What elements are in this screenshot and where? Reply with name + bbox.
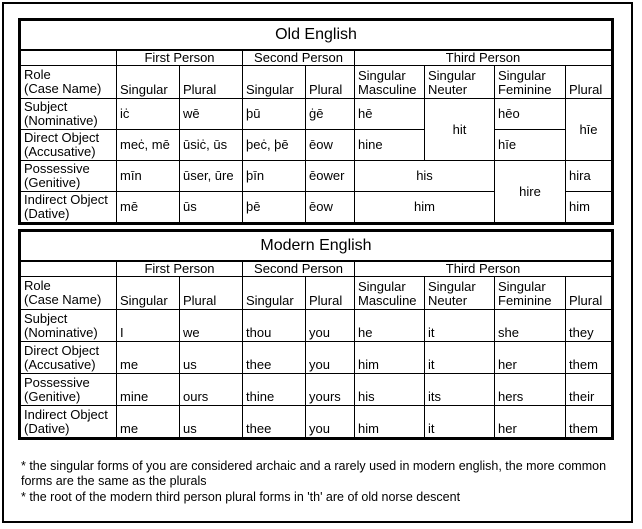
cell: its <box>425 374 495 406</box>
cell: you <box>306 342 355 374</box>
modern-english-table <box>18 229 614 440</box>
cell: thine <box>243 374 306 406</box>
cell: they <box>566 310 613 342</box>
cell: we <box>180 310 243 342</box>
cell: ēower <box>306 161 355 192</box>
group-first-person: First Person <box>117 261 243 277</box>
col-plural: Plural <box>566 66 613 99</box>
cell: it <box>425 310 495 342</box>
group-first-person: First Person <box>117 50 243 66</box>
cell: thee <box>243 406 306 439</box>
col-singular: Singular <box>243 277 306 310</box>
footnote: * the singular forms of you are considered archaic and a rarely used in modern english, the more common forms are the same as the plurals <box>21 459 607 488</box>
cell: þū <box>243 99 306 130</box>
cell-merged-hire: hire <box>495 161 566 224</box>
cell: thou <box>243 310 306 342</box>
cell: mine <box>117 374 180 406</box>
cell: thee <box>243 342 306 374</box>
col-plural: Plural <box>180 66 243 99</box>
case-label: Subject (Nominative) <box>20 99 117 130</box>
role-label: Role (Case Name) <box>20 66 117 99</box>
cell: wē <box>180 99 243 130</box>
modern-english-title: Modern English <box>20 231 613 262</box>
cell-merged-hit: hit <box>425 99 495 161</box>
cell: þeċ, þē <box>243 130 306 161</box>
cell: her <box>495 342 566 374</box>
cell: hīe <box>495 130 566 161</box>
case-label: Direct Object (Accusative) <box>20 130 117 161</box>
cell: it <box>425 406 495 439</box>
footnote: * the root of the modern third person plural forms in 'th' are of old norse descent <box>21 490 461 504</box>
cell-merged-him: him <box>355 192 495 224</box>
old-english-table <box>18 18 614 225</box>
footnotes <box>21 459 621 506</box>
cell: us <box>180 342 243 374</box>
cell: hira <box>566 161 613 192</box>
case-label: Indirect Object (Dative) <box>20 192 117 224</box>
cell: ġē <box>306 99 355 130</box>
cell: hēo <box>495 99 566 130</box>
cell: hine <box>355 130 425 161</box>
cell: him <box>355 342 425 374</box>
case-label: Possessive (Genitive) <box>20 161 117 192</box>
role-label: Role (Case Name) <box>20 277 117 310</box>
col-singular-neuter: Singular Neuter <box>425 66 495 99</box>
cell: him <box>355 406 425 439</box>
col-plural: Plural <box>180 277 243 310</box>
case-label: Possessive (Genitive) <box>20 374 117 406</box>
cell: hers <box>495 374 566 406</box>
cell: ēow <box>306 130 355 161</box>
col-plural: Plural <box>306 66 355 99</box>
cell: ūser, ūre <box>180 161 243 192</box>
empty-corner <box>20 261 117 277</box>
group-second-person: Second Person <box>243 50 355 66</box>
cell: me <box>117 406 180 439</box>
col-singular: Singular <box>243 66 306 99</box>
cell: them <box>566 406 613 439</box>
col-plural: Plural <box>566 277 613 310</box>
cell: þē <box>243 192 306 224</box>
cell: meċ, mē <box>117 130 180 161</box>
col-singular-feminine: Singular Feminine <box>495 277 566 310</box>
cell: he <box>355 310 425 342</box>
cell: you <box>306 406 355 439</box>
cell: him <box>566 192 613 224</box>
cell: us <box>180 406 243 439</box>
cell: ūs <box>180 192 243 224</box>
cell: her <box>495 406 566 439</box>
cell: she <box>495 310 566 342</box>
group-third-person: Third Person <box>355 50 613 66</box>
col-singular-masculine: Singular Masculine <box>355 66 425 99</box>
case-label: Indirect Object (Dative) <box>20 406 117 439</box>
case-label: Direct Object (Accusative) <box>20 342 117 374</box>
cell: me <box>117 342 180 374</box>
cell: their <box>566 374 613 406</box>
cell: I <box>117 310 180 342</box>
col-singular-neuter: Singular Neuter <box>425 277 495 310</box>
cell: mē <box>117 192 180 224</box>
cell: mīn <box>117 161 180 192</box>
cell: ēow <box>306 192 355 224</box>
cell: iċ <box>117 99 180 130</box>
cell: you <box>306 310 355 342</box>
cell-merged-his: his <box>355 161 495 192</box>
group-third-person: Third Person <box>355 261 613 277</box>
col-singular: Singular <box>117 277 180 310</box>
modern-rows <box>20 310 613 439</box>
col-singular: Singular <box>117 66 180 99</box>
cell: them <box>566 342 613 374</box>
col-plural: Plural <box>306 277 355 310</box>
col-singular-masculine: Singular Masculine <box>355 277 425 310</box>
cell: ours <box>180 374 243 406</box>
cell: yours <box>306 374 355 406</box>
cell: his <box>355 374 425 406</box>
cell: hē <box>355 99 425 130</box>
empty-corner <box>20 50 117 66</box>
group-second-person: Second Person <box>243 261 355 277</box>
old-english-title: Old English <box>20 20 613 51</box>
cell: ūsiċ, ūs <box>180 130 243 161</box>
case-label: Subject (Nominative) <box>20 310 117 342</box>
cell: it <box>425 342 495 374</box>
cell-merged-hie: hīe <box>566 99 613 161</box>
cell: þīn <box>243 161 306 192</box>
col-singular-feminine: Singular Feminine <box>495 66 566 99</box>
